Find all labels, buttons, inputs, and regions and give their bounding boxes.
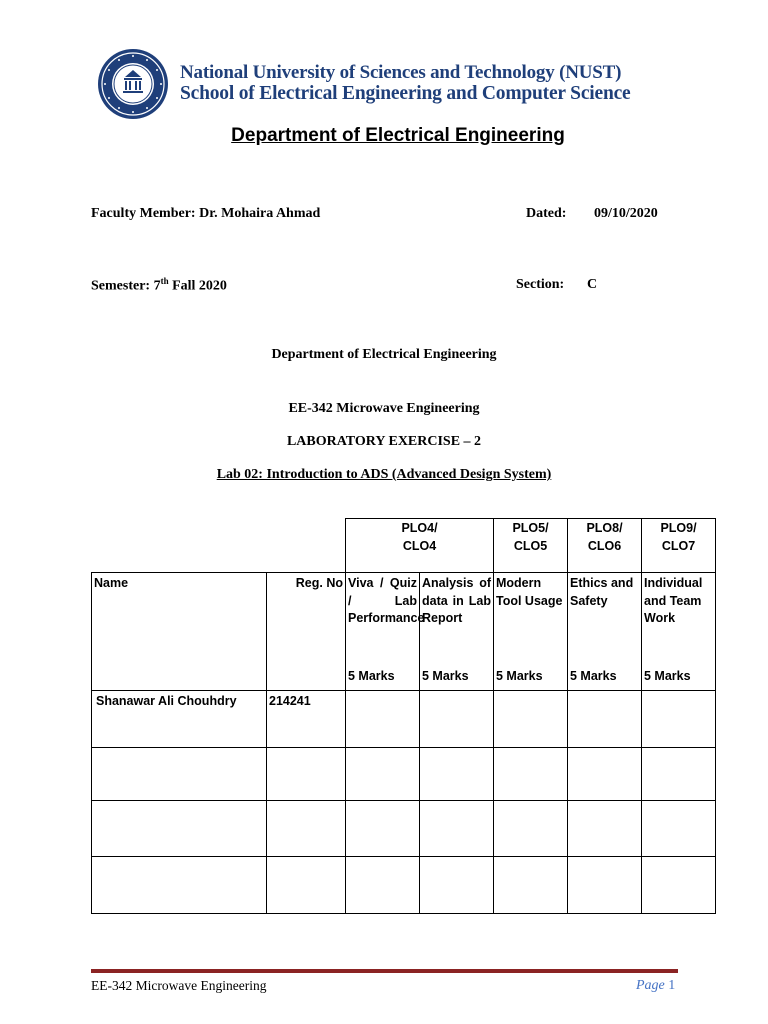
mark-cell: [642, 857, 716, 914]
dated-value: 09/10/2020: [594, 206, 658, 221]
dated-label: Dated:: [526, 206, 567, 221]
section-value: C: [587, 277, 598, 292]
faculty-value: Dr. Mohaira Ahmad: [199, 206, 321, 221]
table-row: [92, 801, 716, 857]
criteria-label: Modern Tool Usage: [496, 576, 563, 608]
footer-course: EE-342 Microwave Engineering: [91, 978, 267, 993]
mark-cell: [642, 748, 716, 801]
name-header: Name: [92, 573, 267, 691]
faculty-line: [91, 206, 320, 222]
mark-cell: [420, 748, 494, 801]
student-reg: [267, 748, 346, 801]
department-heading: Department of Electrical Engineering: [231, 125, 565, 146]
marks-table: [91, 518, 716, 914]
university-name: National University of Sciences and Technology (NUST): [180, 62, 622, 83]
mark-cell: [568, 748, 642, 801]
page-number: 1: [668, 978, 676, 993]
mark-cell: [346, 691, 420, 748]
table-row: [92, 857, 716, 914]
semester-line: [91, 276, 227, 295]
student-reg: [267, 801, 346, 857]
mark-cell: [494, 857, 568, 914]
student-reg: 214241: [267, 691, 346, 748]
reg-header: Reg. No: [267, 573, 346, 691]
criteria-marks: 5 Marks: [496, 668, 543, 683]
mark-cell: [642, 691, 716, 748]
page-label: Page: [636, 978, 665, 993]
plo-header-cell: [494, 519, 568, 573]
criteria-cell: [568, 573, 642, 691]
mark-cell: [494, 691, 568, 748]
student-name: [92, 748, 267, 801]
plo-label: PLO4/: [401, 521, 438, 535]
student-name: [92, 801, 267, 857]
lab-title: [0, 467, 768, 483]
student-name: [92, 857, 267, 914]
plo-label: PLO8/: [586, 521, 623, 535]
mark-cell: [420, 691, 494, 748]
semester-suffix: th: [160, 276, 169, 286]
mark-cell: [346, 801, 420, 857]
plo-header-row: [92, 519, 716, 573]
mark-cell: [642, 801, 716, 857]
footer-page: [636, 978, 675, 994]
criteria-cell: [420, 573, 494, 691]
mark-cell: [568, 857, 642, 914]
semester-number: 7: [153, 278, 161, 294]
faculty-label: Faculty Member:: [91, 206, 196, 221]
mark-cell: [568, 691, 642, 748]
department-line: Department of Electrical Engineering: [271, 347, 497, 362]
table-row: [92, 748, 716, 801]
student-reg: [267, 857, 346, 914]
school-name: School of Electrical Engineering and Computer Science: [180, 83, 631, 104]
criteria-marks: 5 Marks: [348, 668, 395, 683]
criteria-marks: 5 Marks: [644, 668, 691, 683]
mark-cell: [420, 801, 494, 857]
criteria-marks: 5 Marks: [570, 668, 617, 683]
lab-title-text: Lab 02: Introduction to ADS (Advanced Design System): [216, 467, 552, 482]
criteria-label: Ethics and Safety: [570, 576, 634, 608]
footer-divider: [91, 969, 678, 973]
clo-label: CLO5: [513, 538, 548, 553]
criteria-marks: 5 Marks: [422, 668, 469, 683]
blank-header-cell: [92, 519, 346, 573]
clo-label: CLO7: [661, 538, 696, 553]
student-name: Shanawar Ali Chouhdry: [92, 691, 267, 748]
plo-header-cell: [346, 519, 494, 573]
mark-cell: [420, 857, 494, 914]
clo-label: CLO4: [402, 538, 437, 553]
criteria-label: Individual and Team Work: [644, 576, 703, 625]
mark-cell: [568, 801, 642, 857]
criteria-header-row: [92, 573, 716, 691]
semester-term: Fall 2020: [172, 278, 227, 294]
course-line: EE-342 Microwave Engineering: [288, 401, 480, 416]
plo-header-cell: [642, 519, 716, 573]
criteria-label: Analysis of data in Lab Report: [422, 576, 491, 625]
plo-header-cell: [568, 519, 642, 573]
university-seal-logo: [97, 48, 169, 120]
clo-label: CLO6: [587, 538, 622, 553]
plo-label: PLO5/: [512, 521, 549, 535]
mark-cell: [346, 748, 420, 801]
table-row: [92, 691, 716, 748]
mark-cell: [346, 857, 420, 914]
mark-cell: [494, 748, 568, 801]
semester-label: Semester:: [91, 278, 151, 294]
criteria-cell: [642, 573, 716, 691]
plo-label: PLO9/: [660, 521, 697, 535]
mark-cell: [494, 801, 568, 857]
section-label: Section:: [516, 277, 565, 292]
exercise-line: LABORATORY EXERCISE – 2: [286, 434, 482, 449]
criteria-cell: [346, 573, 425, 691]
criteria-label: Viva / Quiz / Lab Performance: [348, 576, 425, 625]
criteria-cell: [494, 573, 568, 691]
